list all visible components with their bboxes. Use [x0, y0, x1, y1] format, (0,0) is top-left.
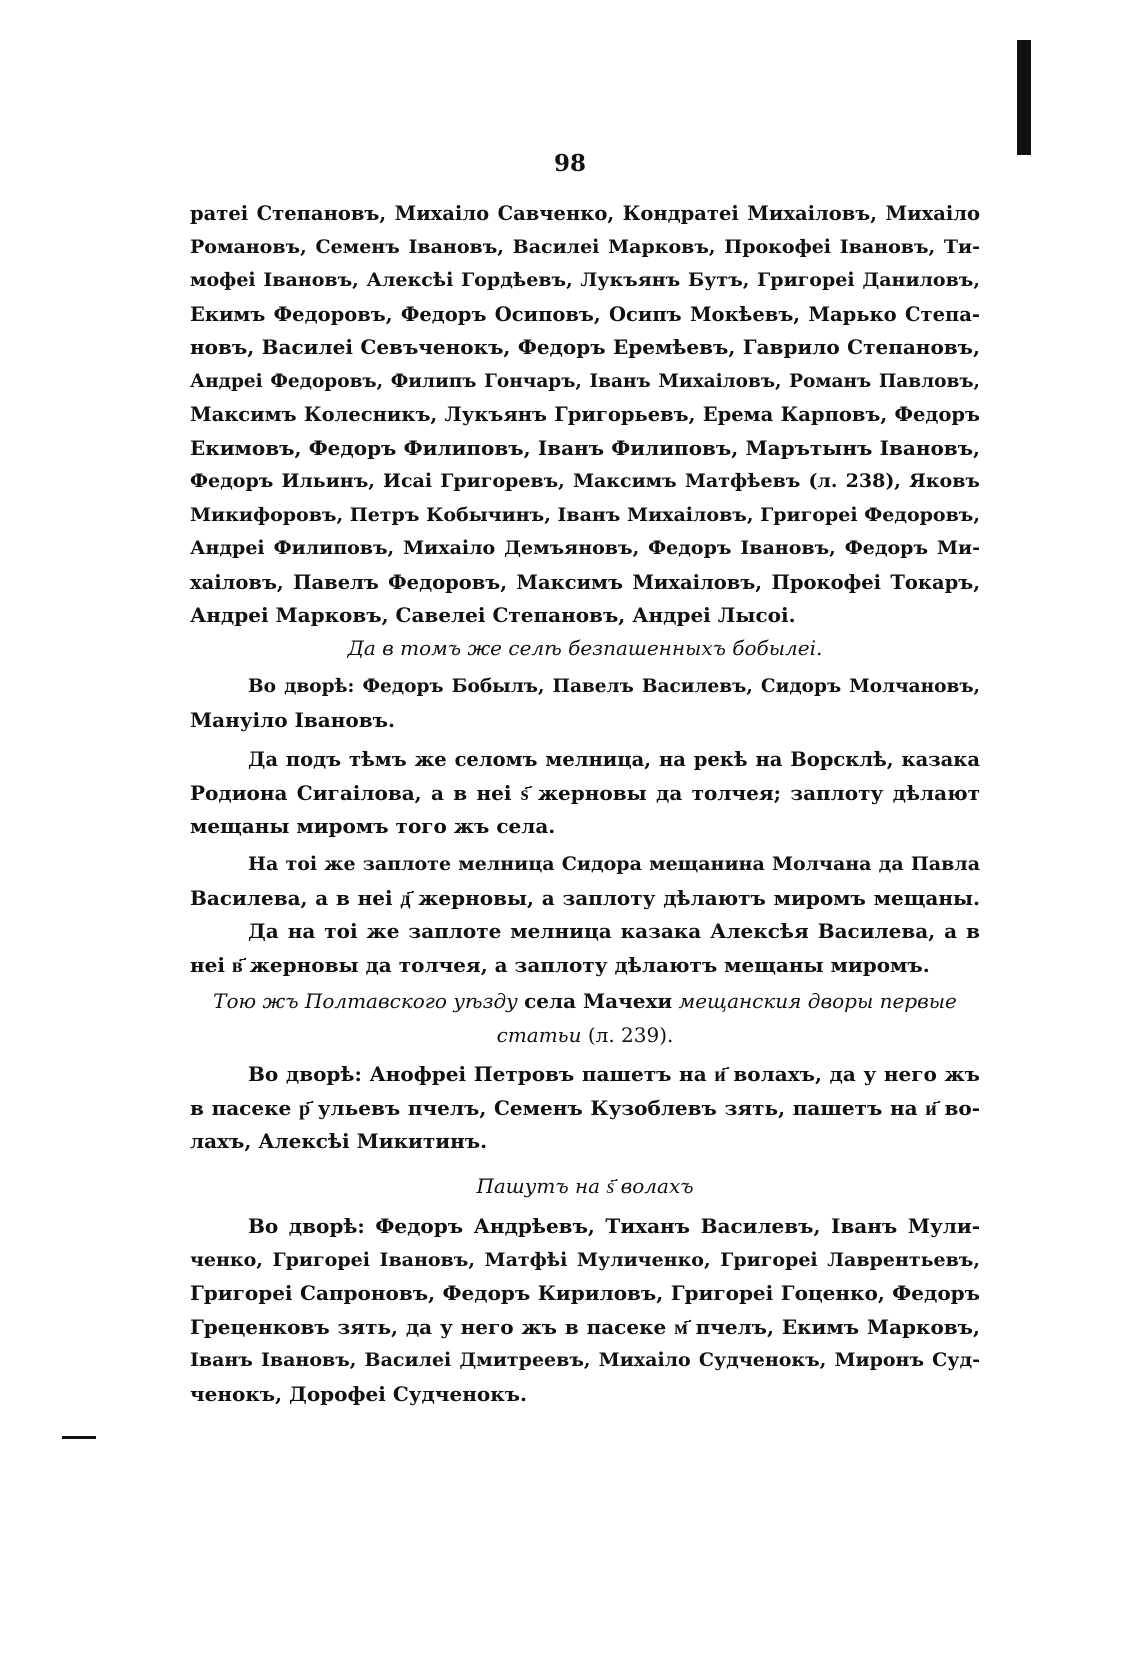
text-line: Микифоровъ, Петръ Кобычинъ, Іванъ Михаіловъ, Григореі Федоровъ, [190, 503, 980, 526]
text-line: Греценковъ зять, да у него жъ в пасеке м҃ пчелъ, Екимъ Марковъ, [190, 1314, 980, 1339]
text-line: Во дворѣ: Федоръ Андрѣевъ, Тиханъ Василевъ, Іванъ Мули- [248, 1214, 980, 1238]
text-line: Андреі Филиповъ, Михаіло Демъяновъ, Федоръ Івановъ, Федоръ Ми- [190, 537, 980, 559]
text-line: Во дворѣ: Федоръ Бобылъ, Павелъ Василевъ, Сидоръ Молчановъ, [248, 676, 980, 697]
section-heading-machekhi [190, 985, 980, 1052]
text-line: Мануіло Івановъ. [190, 707, 395, 732]
text-line: ченко, Григореі Івановъ, Матфѣі Муличенко, Григореі Лаврентьевъ, [190, 1248, 980, 1271]
section-heading-bobyli: Да в томъ же селѣ безпашенныхъ бобылеі. [347, 636, 823, 660]
scan-margin-dash [62, 1436, 96, 1439]
text-line: Іванъ Івановъ, Василеі Дмитреевъ, Михаіло Судченокъ, Миронъ Суд- [190, 1349, 980, 1371]
scan-edge-mark [1017, 40, 1031, 155]
paragraph-names-list [190, 197, 980, 633]
paragraph-ploughmen [190, 1210, 980, 1411]
paragraph-mill-vorskla [190, 743, 980, 844]
text-line: Григореі Сапроновъ, Федоръ Кириловъ, Григореі Гоценко, Федоръ [190, 1281, 980, 1305]
text-line: Екимовъ, Федоръ Филиповъ, Іванъ Филиповъ, Марътынъ Івановъ, [190, 435, 980, 460]
heading-part: мещанския дворы первые [678, 989, 957, 1013]
text-line: Во дворѣ: Анофреі Петровъ пашетъ на и҃ волахъ, да у него жъ [248, 1062, 980, 1086]
text-line: ратеі Степановъ, Михаіло Савченко, Кондратеі Михаіловъ, Михаіло [190, 202, 980, 225]
text-line: Андреі Федоровъ, Филипъ Гончаръ, Іванъ Михаіловъ, Романъ Павловъ, [190, 370, 980, 392]
heading-part: Тою жъ Полтавского уѣзду [213, 989, 518, 1013]
text-line: лахъ, Алексѣі Микитинъ. [190, 1129, 488, 1153]
text-line: На тоі же заплоте мелница Сидора мещанина Молчана да Павла [248, 853, 980, 875]
text-line: Максимъ Колесникъ, Лукъянъ Григорьевъ, Ерема Карповъ, Федоръ [190, 403, 980, 426]
section-heading-oxen: Пашутъ на ѕ҃ волахъ [476, 1174, 694, 1198]
paragraph-mills-dam [190, 848, 980, 982]
text-line: Федоръ Ильинъ, Исаі Григоревъ, Максимъ Матфѣевъ (л. 238), Яковъ [190, 470, 980, 492]
text-line: новъ, Василеі Севъченокъ, Федоръ Еремѣевъ, Гаврило Степановъ, [190, 335, 980, 359]
text-line: мещаны миромъ того жъ села. [190, 814, 556, 838]
heading-part: статьи [496, 1022, 582, 1047]
paragraph-bobyli [190, 670, 980, 737]
text-line: Родиона Сигаілова, а в неі ѕ҃ жерновы да толчея; заплоту дѣлают [190, 780, 980, 805]
text-line: неі в҃ жерновы да толчея, а заплоту дѣлаютъ мещаны миромъ. [190, 952, 930, 977]
text-line: в пасеке р҃ ульевъ пчелъ, Семенъ Кузоблевъ зять, пашетъ на и҃ во- [190, 1095, 980, 1120]
heading-part-village: села Мачехи [524, 989, 673, 1013]
text-line: Екимъ Федоровъ, Федоръ Осиповъ, Осипъ Мокѣевъ, Марько Степа- [190, 302, 980, 326]
text-line: ченокъ, Дорофеі Судченокъ. [190, 1381, 527, 1406]
page-number: 98 [553, 150, 586, 177]
text-line: Да на тоі же заплоте мелница казака Алексѣя Василева, а в [248, 919, 980, 943]
heading-part-folio: (л. 239). [587, 1022, 674, 1047]
text-line: мофеі Івановъ, Алексѣі Гордѣевъ, Лукъянъ Бутъ, Григореі Даниловъ, [190, 269, 980, 291]
text-line: хаіловъ, Павелъ Федоровъ, Максимъ Михаіловъ, Прокофеі Токаръ, [190, 570, 980, 594]
text-line: Да подъ тѣмъ же селомъ мелница, на рекѣ на Ворсклѣ, казака [248, 748, 980, 771]
text-line: Романовъ, Семенъ Івановъ, Василеі Марковъ, Прокофеі Івановъ, Ти- [190, 235, 980, 258]
text-line: Василева, а в неі д҃ жерновы, а заплоту дѣлаютъ миромъ мещаны. [190, 885, 980, 910]
text-line: Андреі Марковъ, Савелеі Степановъ, Андреі Лысоі. [190, 603, 796, 627]
paragraph-anofrei [190, 1058, 980, 1159]
